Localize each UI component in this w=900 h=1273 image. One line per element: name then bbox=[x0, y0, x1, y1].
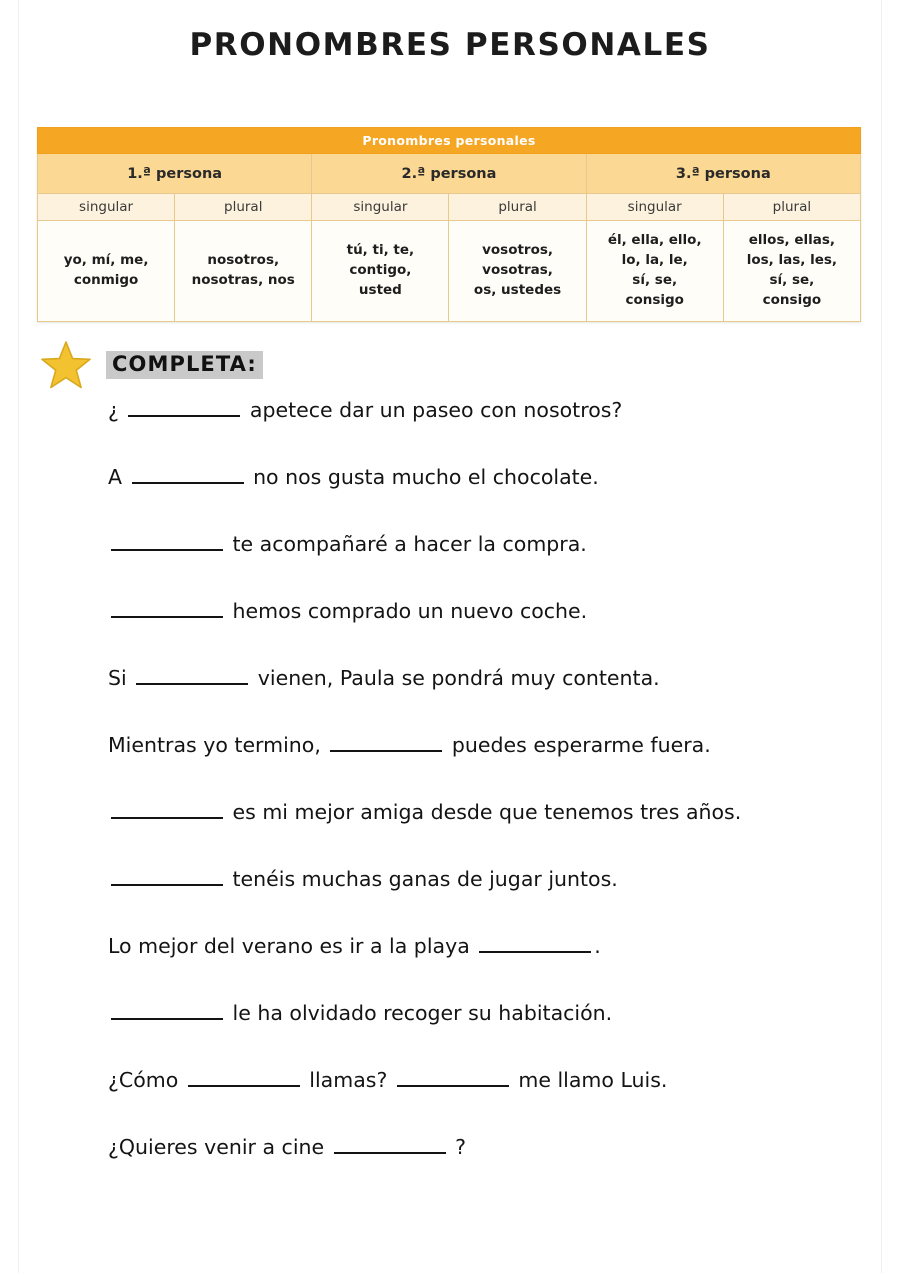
table-row-number bbox=[38, 194, 861, 221]
table-cell-pronouns-3: vosotros, vosotras, os, ustedes bbox=[449, 221, 586, 322]
exercise-text: vienen, Paula se pondrá muy contenta. bbox=[251, 666, 660, 690]
table-row-pronouns bbox=[38, 221, 861, 322]
exercise-text: hemos comprado un nuevo coche. bbox=[226, 599, 588, 623]
answer-blank-1-0[interactable] bbox=[132, 465, 244, 484]
instruction-row bbox=[40, 340, 263, 390]
exercise-item bbox=[108, 532, 878, 599]
table-cell-pronouns-5: ellos, ellas, los, las, les, sí, se, consigo bbox=[723, 221, 860, 322]
exercise-item bbox=[108, 465, 878, 532]
answer-blank-11-0[interactable] bbox=[334, 1135, 446, 1154]
table-cell-pronouns-2: tú, ti, te, contigo, usted bbox=[312, 221, 449, 322]
table-header-person-1: 1.ª persona bbox=[38, 154, 312, 194]
exercise-item bbox=[108, 1135, 878, 1202]
table-header-number-1: plural bbox=[175, 194, 312, 221]
star-icon bbox=[40, 340, 92, 390]
exercise-item bbox=[108, 398, 878, 465]
exercise-item bbox=[108, 1001, 878, 1068]
completa-label: COMPLETA: bbox=[106, 351, 263, 380]
answer-blank-10-1[interactable] bbox=[397, 1068, 509, 1087]
exercise-text: le ha olvidado recoger su habitación. bbox=[226, 1001, 613, 1025]
answer-blank-8-0[interactable] bbox=[479, 934, 591, 953]
table-cell-pronouns-4: él, ella, ello, lo, la, le, sí, se, consigo bbox=[586, 221, 723, 322]
answer-blank-4-0[interactable] bbox=[136, 666, 248, 685]
exercise-text: ¿Cómo bbox=[108, 1068, 185, 1092]
exercise-text: llamas? bbox=[302, 1068, 394, 1092]
exercise-item bbox=[108, 733, 878, 800]
answer-blank-6-0[interactable] bbox=[111, 800, 223, 819]
answer-blank-0-0[interactable] bbox=[128, 398, 240, 417]
answer-blank-5-0[interactable] bbox=[330, 733, 442, 752]
exercise-text: es mi mejor amiga desde que tenemos tres años. bbox=[226, 800, 742, 824]
exercise-text: ? bbox=[448, 1135, 467, 1159]
table-row-person bbox=[38, 154, 861, 194]
exercise-text: ¿Quieres venir a cine bbox=[108, 1135, 331, 1159]
exercise-text: A bbox=[108, 465, 129, 489]
table-caption: Pronombres personales bbox=[38, 128, 861, 154]
pronoun-table bbox=[37, 127, 861, 322]
answer-blank-2-0[interactable] bbox=[111, 532, 223, 551]
page-edge-right bbox=[881, 0, 882, 1273]
exercise-text: tenéis muchas ganas de jugar juntos. bbox=[226, 867, 618, 891]
exercise-item bbox=[108, 666, 878, 733]
exercise-text: Lo mejor del verano es ir a la playa bbox=[108, 934, 477, 958]
exercise-text: Mientras yo termino, bbox=[108, 733, 328, 757]
exercise-text: apetece dar un paseo con nosotros? bbox=[243, 398, 623, 422]
exercise-list bbox=[108, 398, 878, 1202]
exercise-item bbox=[108, 599, 878, 666]
table-header-person-2: 2.ª persona bbox=[312, 154, 586, 194]
page-edge-left bbox=[18, 0, 19, 1273]
table-cell-pronouns-0: yo, mí, me, conmigo bbox=[38, 221, 175, 322]
answer-blank-10-0[interactable] bbox=[188, 1068, 300, 1087]
exercise-text: puedes esperarme fuera. bbox=[445, 733, 711, 757]
exercise-text: no nos gusta mucho el chocolate. bbox=[246, 465, 599, 489]
answer-blank-3-0[interactable] bbox=[111, 599, 223, 618]
exercise-text: te acompañaré a hacer la compra. bbox=[226, 532, 587, 556]
exercise-text: Si bbox=[108, 666, 134, 690]
table-cell-pronouns-1: nosotros, nosotras, nos bbox=[175, 221, 312, 322]
exercise-text: . bbox=[594, 934, 601, 958]
table-header-number-0: singular bbox=[38, 194, 175, 221]
page-title: PRONOMBRES PERSONALES bbox=[189, 27, 711, 63]
table-header-number-2: singular bbox=[312, 194, 449, 221]
table-header-person-3: 3.ª persona bbox=[586, 154, 860, 194]
exercise-item bbox=[108, 800, 878, 867]
exercise-item bbox=[108, 867, 878, 934]
table-header-number-5: plural bbox=[723, 194, 860, 221]
exercise-text: ¿ bbox=[108, 398, 126, 422]
exercise-text: me llamo Luis. bbox=[511, 1068, 668, 1092]
table-row-caption bbox=[38, 128, 861, 154]
answer-blank-9-0[interactable] bbox=[111, 1001, 223, 1020]
table-header-number-3: plural bbox=[449, 194, 586, 221]
table-header-number-4: singular bbox=[586, 194, 723, 221]
exercise-item bbox=[108, 1068, 878, 1135]
exercise-item bbox=[108, 934, 878, 1001]
answer-blank-7-0[interactable] bbox=[111, 867, 223, 886]
